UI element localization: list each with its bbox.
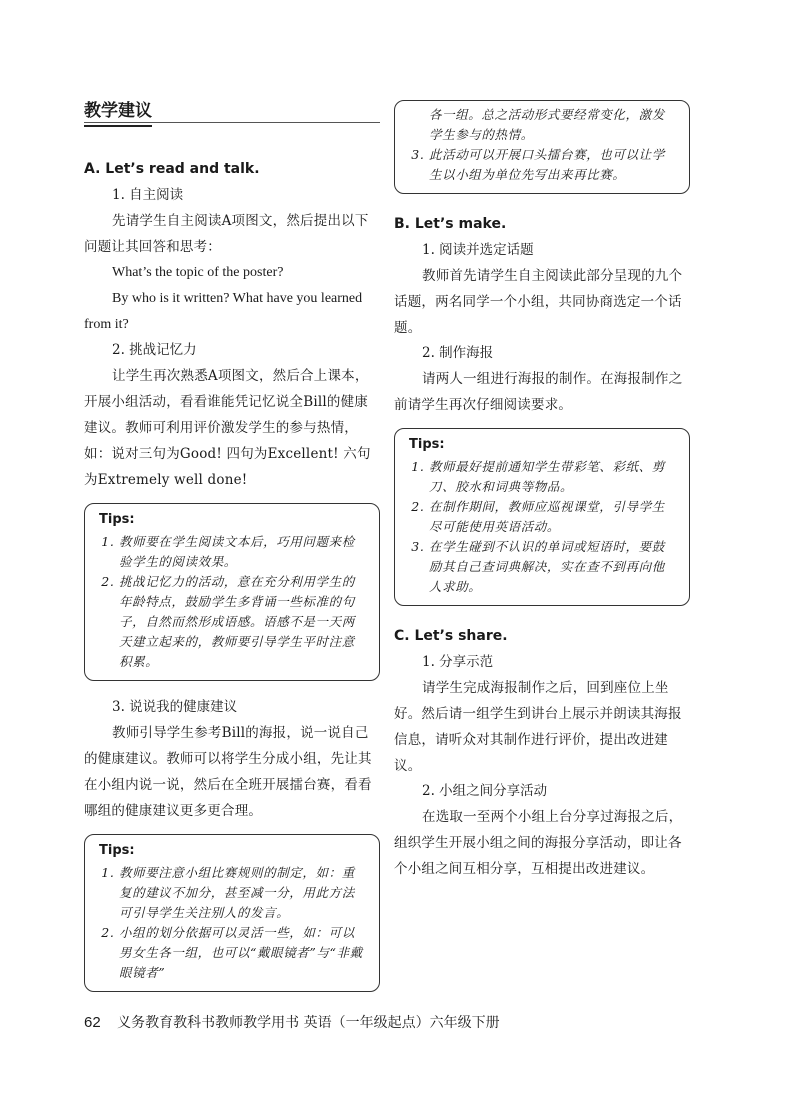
- tip-item: 2. 挑战记忆力的活动，意在充分利用学生的年龄特点，鼓励学生多背诵一些标准的句子，自然而然形成语感。语感不是一天两天建立起来的，教师要引导学生平时注意积累。: [119, 572, 367, 672]
- tip-item: 3. 此活动可以开展口头擂台赛，也可以让学生以小组为单位先写出来再比赛。: [429, 145, 677, 185]
- c2-subheading: 2. 小组之间分享活动: [422, 783, 548, 799]
- c1-subheading: 1. 分享示范: [422, 654, 494, 670]
- tip-item: 1. 教师要注意小组比赛规则的制定，如：重复的建议不加分，甚至减一分，用此方法可引导学生关注别人的发言。: [119, 863, 367, 923]
- page-footer: [84, 1012, 500, 1032]
- tip-continuation: 各一组。总之活动形式要经常变化，激发学生参与的热情。: [429, 107, 665, 142]
- tip-item: 1. 教师最好提前通知学生带彩笔、彩纸、剪刀、胶水和词典等物品。: [429, 457, 677, 497]
- c2-paragraph: 在选取一至两个小组上台分享过海报之后，组织学生开展小组之间的海报分享活动，即让各个小组之间互相分享，互相提出改进建议。: [394, 809, 683, 877]
- book-title: 义务教育教科书教师教学用书 英语（一年级起点）六年级下册: [117, 1015, 500, 1031]
- page-number: 62: [84, 1014, 101, 1031]
- tips-label: Tips:: [99, 843, 135, 858]
- left-column: [84, 96, 380, 1006]
- a1-paragraph: 先请学生自主阅读A项图文，然后提出以下问题让其回答和思考：: [84, 213, 369, 255]
- tips-label: Tips:: [409, 437, 445, 452]
- a3-paragraph: 教师引导学生参考Bill的海报，说一说自己的健康建议。教师可以将学生分成小组，先让其在小组内说一说，然后在全班开展擂台赛，看看哪组的健康建议更多更合理。: [84, 725, 372, 819]
- tips-list: [409, 457, 677, 597]
- section-b-heading: B. Let’s make.: [394, 216, 507, 232]
- tips-list: [409, 145, 677, 185]
- c1-paragraph: 请学生完成海报制作之后，回到座位上坐好。然后请一组学生到讲台上展示并朗读其海报信息，请听众对其制作进行评价，提出改进建议。: [394, 680, 682, 774]
- tips-box-2: [84, 834, 380, 992]
- tip-item: 2. 小组的划分依据可以灵活一些，如：可以男女生各一组，也可以“戴眼镜者”与“非戴眼镜者”: [119, 923, 367, 983]
- right-column: [394, 100, 690, 882]
- tips-box-2-continued: [394, 100, 690, 194]
- a2-paragraph: 让学生再次熟悉A项图文，然后合上课本，开展小组活动，看看谁能凭记忆说全Bill的健康建议。教师可利用评价激发学生的参与热情，如：说对三句为Good! 四句为Excellent! 六句为Extremely well done!: [84, 368, 371, 488]
- tip-item: 3. 在学生碰到不认识的单词或短语时，要鼓励其自己查词典解决，实在查不到再向他人求助。: [429, 537, 677, 597]
- section-c-heading: C. Let’s share.: [394, 628, 508, 644]
- tips-box-3: [394, 428, 690, 606]
- page-title: 教学建议: [84, 96, 152, 127]
- tip-item: 1. 教师要在学生阅读文本后，巧用问题来检验学生的阅读效果。: [119, 532, 367, 572]
- a3-subheading: 3. 说说我的健康建议: [112, 699, 238, 715]
- b1-subheading: 1. 阅读并选定话题: [422, 242, 534, 258]
- b2-paragraph: 请两人一组进行海报的制作。在海报制作之前请学生再次仔细阅读要求。: [394, 371, 683, 413]
- b1-paragraph: 教师首先请学生自主阅读此部分呈现的九个话题，两名同学一个小组，共同协商选定一个话题。: [394, 268, 683, 336]
- question-2: By who is it written? What have you learned from it?: [84, 291, 363, 332]
- a1-subheading: 1. 自主阅读: [112, 187, 184, 203]
- section-a-heading: A. Let’s read and talk.: [84, 161, 260, 177]
- tips-list: [99, 532, 367, 672]
- tips-label: Tips:: [99, 512, 135, 527]
- tips-list: [99, 863, 367, 983]
- question-1: What’s the topic of the poster?: [112, 265, 284, 280]
- tip-item: 2. 在制作期间，教师应巡视课堂，引导学生尽可能使用英语活动。: [429, 497, 677, 537]
- b2-subheading: 2. 制作海报: [422, 345, 494, 361]
- a2-subheading: 2. 挑战记忆力: [112, 342, 197, 358]
- tips-box-1: [84, 503, 380, 681]
